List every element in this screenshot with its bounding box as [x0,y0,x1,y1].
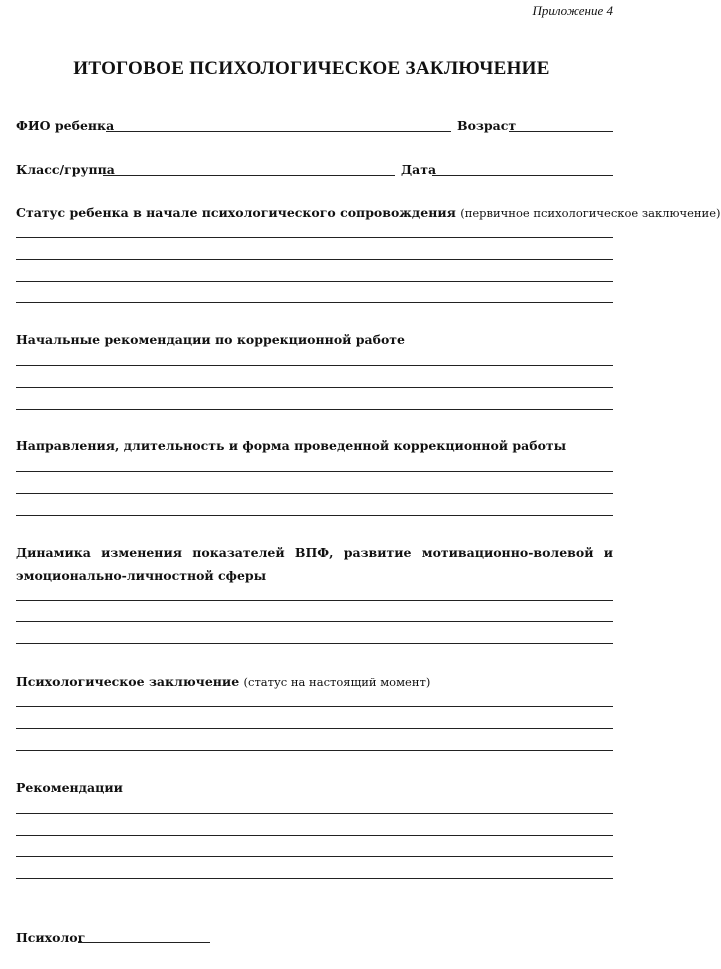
dynamics-label: Динамика изменения показателей ВПФ, развитие мотивационно-волевой и эмоционально-личностной сферы [16,545,613,583]
dynamics-line-3[interactable] [16,643,613,644]
status-start-note: (первичное психологическое заключение) [460,206,721,220]
correction-work-line-2[interactable] [16,493,613,494]
age-field[interactable] [509,130,613,132]
conclusion-line-2[interactable] [16,728,613,729]
psychologist-signature-field[interactable] [78,941,210,943]
appendix-label: Приложение 4 [532,3,613,18]
initial-recommendations-line-1[interactable] [16,365,613,366]
status-start-heading [16,205,721,221]
fio-label: ФИО ребенка [16,118,115,133]
recommendations-line-1[interactable] [16,813,613,814]
recommendations-label: Рекомендации [16,780,123,795]
conclusion-heading [16,674,430,690]
conclusion-line-1[interactable] [16,706,613,707]
initial-recommendations-line-3[interactable] [16,409,613,410]
status-start-label: Статус ребенка в начале психологического сопровождения [16,205,456,220]
date-field[interactable] [432,174,613,176]
initial-recommendations-label: Начальные рекомендации по коррекционной работе [16,332,405,347]
date-label: Дата [401,162,437,177]
initial-recommendations-line-2[interactable] [16,387,613,388]
correction-work-line-3[interactable] [16,515,613,516]
conclusion-line-3[interactable] [16,750,613,751]
recommendations-line-3[interactable] [16,856,613,857]
correction-work-label: Направления, длительность и форма проведенной коррекционной работы [16,438,567,453]
fio-field[interactable] [106,130,451,132]
recommendations-line-4[interactable] [16,878,613,879]
document-title: ИТОГОВОЕ ПСИХОЛОГИЧЕСКОЕ ЗАКЛЮЧЕНИЕ [73,58,550,79]
status-start-line-2[interactable] [16,259,613,260]
age-label: Возраст [457,118,517,133]
class-label: Класс/группа [16,162,115,177]
class-field[interactable] [103,174,395,176]
status-start-line-4[interactable] [16,302,613,303]
status-start-line-3[interactable] [16,281,613,282]
psychologist-label: Психолог [16,930,86,945]
recommendations-line-2[interactable] [16,835,613,836]
conclusion-note: (статус на настоящий момент) [243,675,431,689]
dynamics-line-1[interactable] [16,600,613,601]
dynamics-line-2[interactable] [16,621,613,622]
conclusion-label: Психологическое заключение [16,674,240,689]
correction-work-line-1[interactable] [16,471,613,472]
status-start-line-1[interactable] [16,237,613,238]
